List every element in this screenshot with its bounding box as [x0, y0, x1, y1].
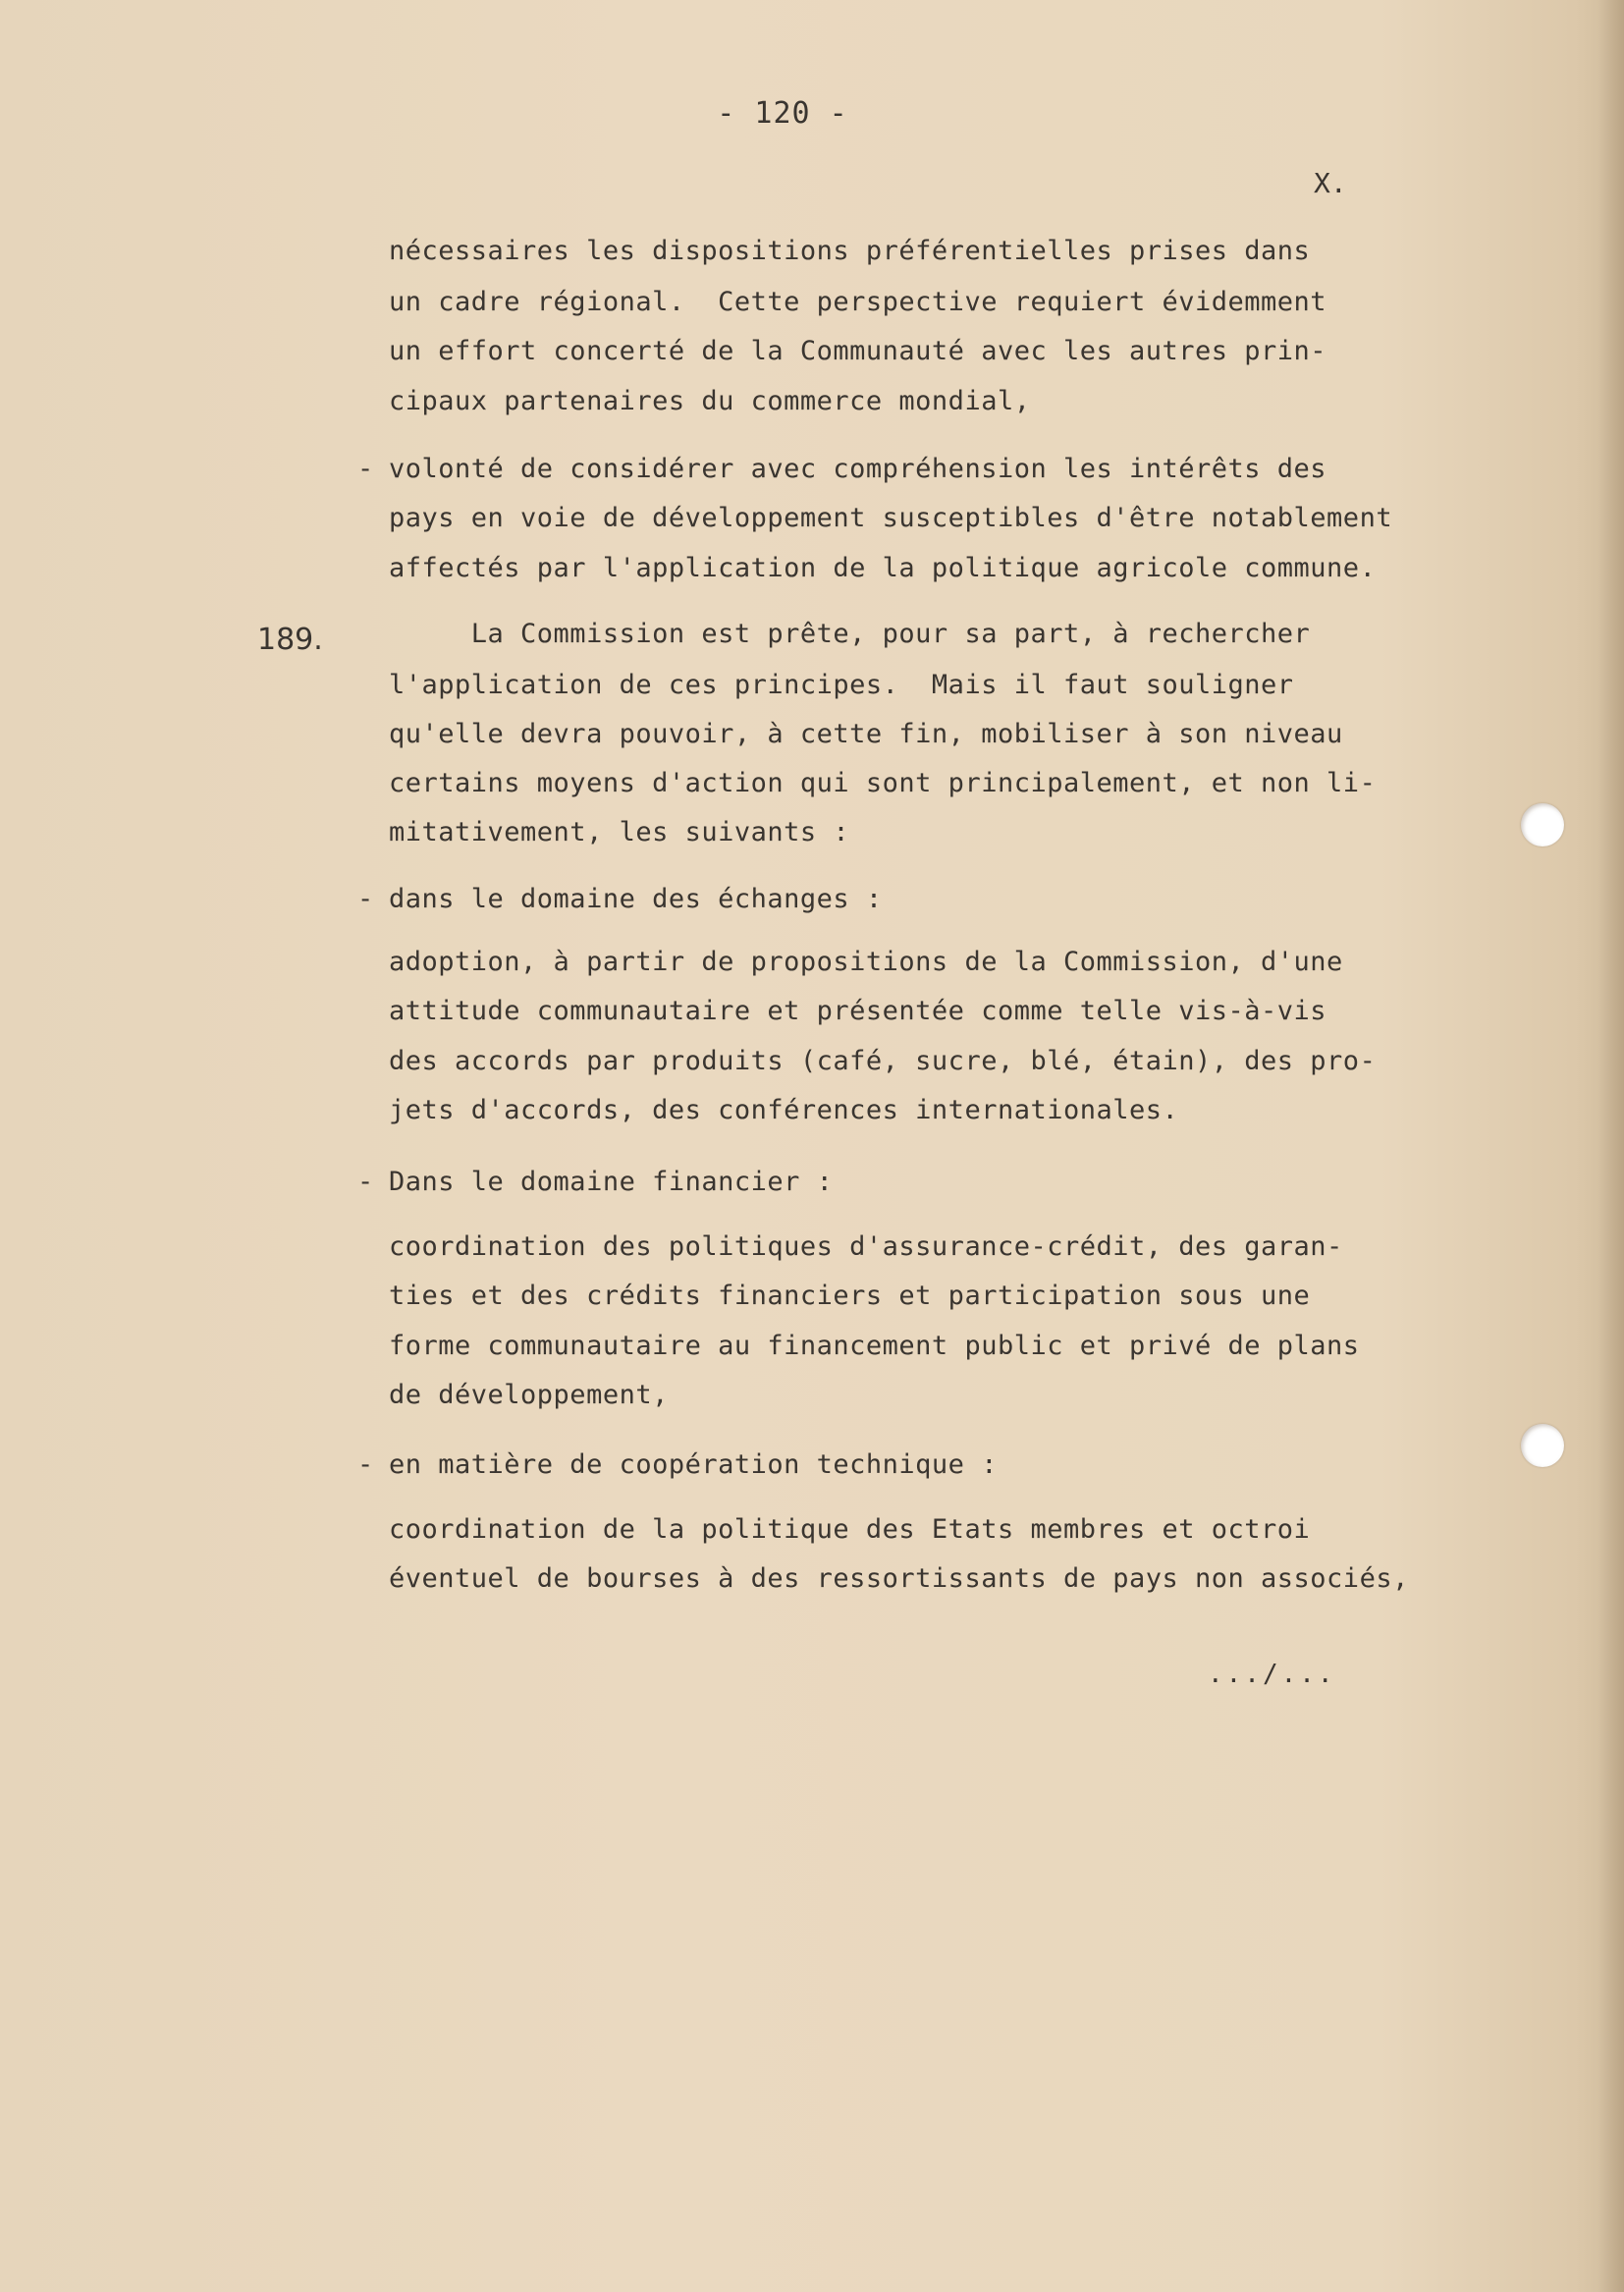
punch-hole-upper — [1521, 803, 1564, 846]
text-line: des accords par produits (café, sucre, blé, étain), des pro- — [389, 1046, 1377, 1076]
text-line: adoption, à partir de propositions de la Commission, d'une — [389, 947, 1343, 977]
text-line: coordination de la politique des Etats membres et octroi — [389, 1514, 1311, 1545]
text-line: jets d'accords, des conférences internationales. — [389, 1095, 1179, 1125]
bullet-dash: - — [357, 1449, 374, 1480]
paragraph-number: 189. — [257, 623, 323, 657]
bullet-heading: dans le domaine des échanges : — [389, 884, 883, 914]
text-line: l'application de ces principes. Mais il faut souligner — [389, 670, 1294, 700]
text-line: certains moyens d'action qui sont principalement, et non li- — [389, 768, 1377, 798]
text-line: un effort concerté de la Communauté avec les autres prin- — [389, 336, 1327, 366]
text-line: pays en voie de développement susceptibles d'être notablement — [389, 503, 1393, 533]
text-line: nécessaires les dispositions préférentielles prises dans — [389, 236, 1311, 266]
page-number: - 120 - — [717, 96, 848, 131]
text-line: ties et des crédits financiers et participation sous une — [389, 1281, 1311, 1311]
text-line: cipaux partenaires du commerce mondial, — [389, 386, 1031, 416]
text-line: mitativement, les suivants : — [389, 817, 850, 847]
text-line: volonté de considérer avec compréhension les intérêts des — [389, 454, 1327, 484]
bullet-dash: - — [357, 884, 374, 914]
text-line: un cadre régional. Cette perspective requiert évidemment — [389, 287, 1327, 317]
text-line: forme communautaire au financement public et privé de plans — [389, 1331, 1360, 1361]
bullet-heading: Dans le domaine financier : — [389, 1167, 834, 1197]
text-line: de développement, — [389, 1380, 669, 1410]
text-line: La Commission est prête, pour sa part, à rechercher — [389, 619, 1311, 649]
text-line: affectés par l'application de la politique agricole commune. — [389, 553, 1377, 583]
text-line: qu'elle devra pouvoir, à cette fin, mobiliser à son niveau — [389, 719, 1343, 749]
text-line: attitude communautaire et présentée comme telle vis-à-vis — [389, 996, 1327, 1026]
text-line: éventuel de bourses à des ressortissants de pays non associés, — [389, 1563, 1409, 1594]
page-edge-shadow — [1598, 0, 1624, 2292]
bullet-dash: - — [357, 454, 374, 484]
continuation-mark: .../... — [1208, 1660, 1336, 1689]
bullet-heading: en matière de coopération technique : — [389, 1449, 998, 1480]
section-mark: X. — [1314, 167, 1347, 199]
text-line: coordination des politiques d'assurance-crédit, des garan- — [389, 1231, 1343, 1262]
punch-hole-lower — [1521, 1424, 1564, 1467]
bullet-dash: - — [357, 1167, 374, 1197]
